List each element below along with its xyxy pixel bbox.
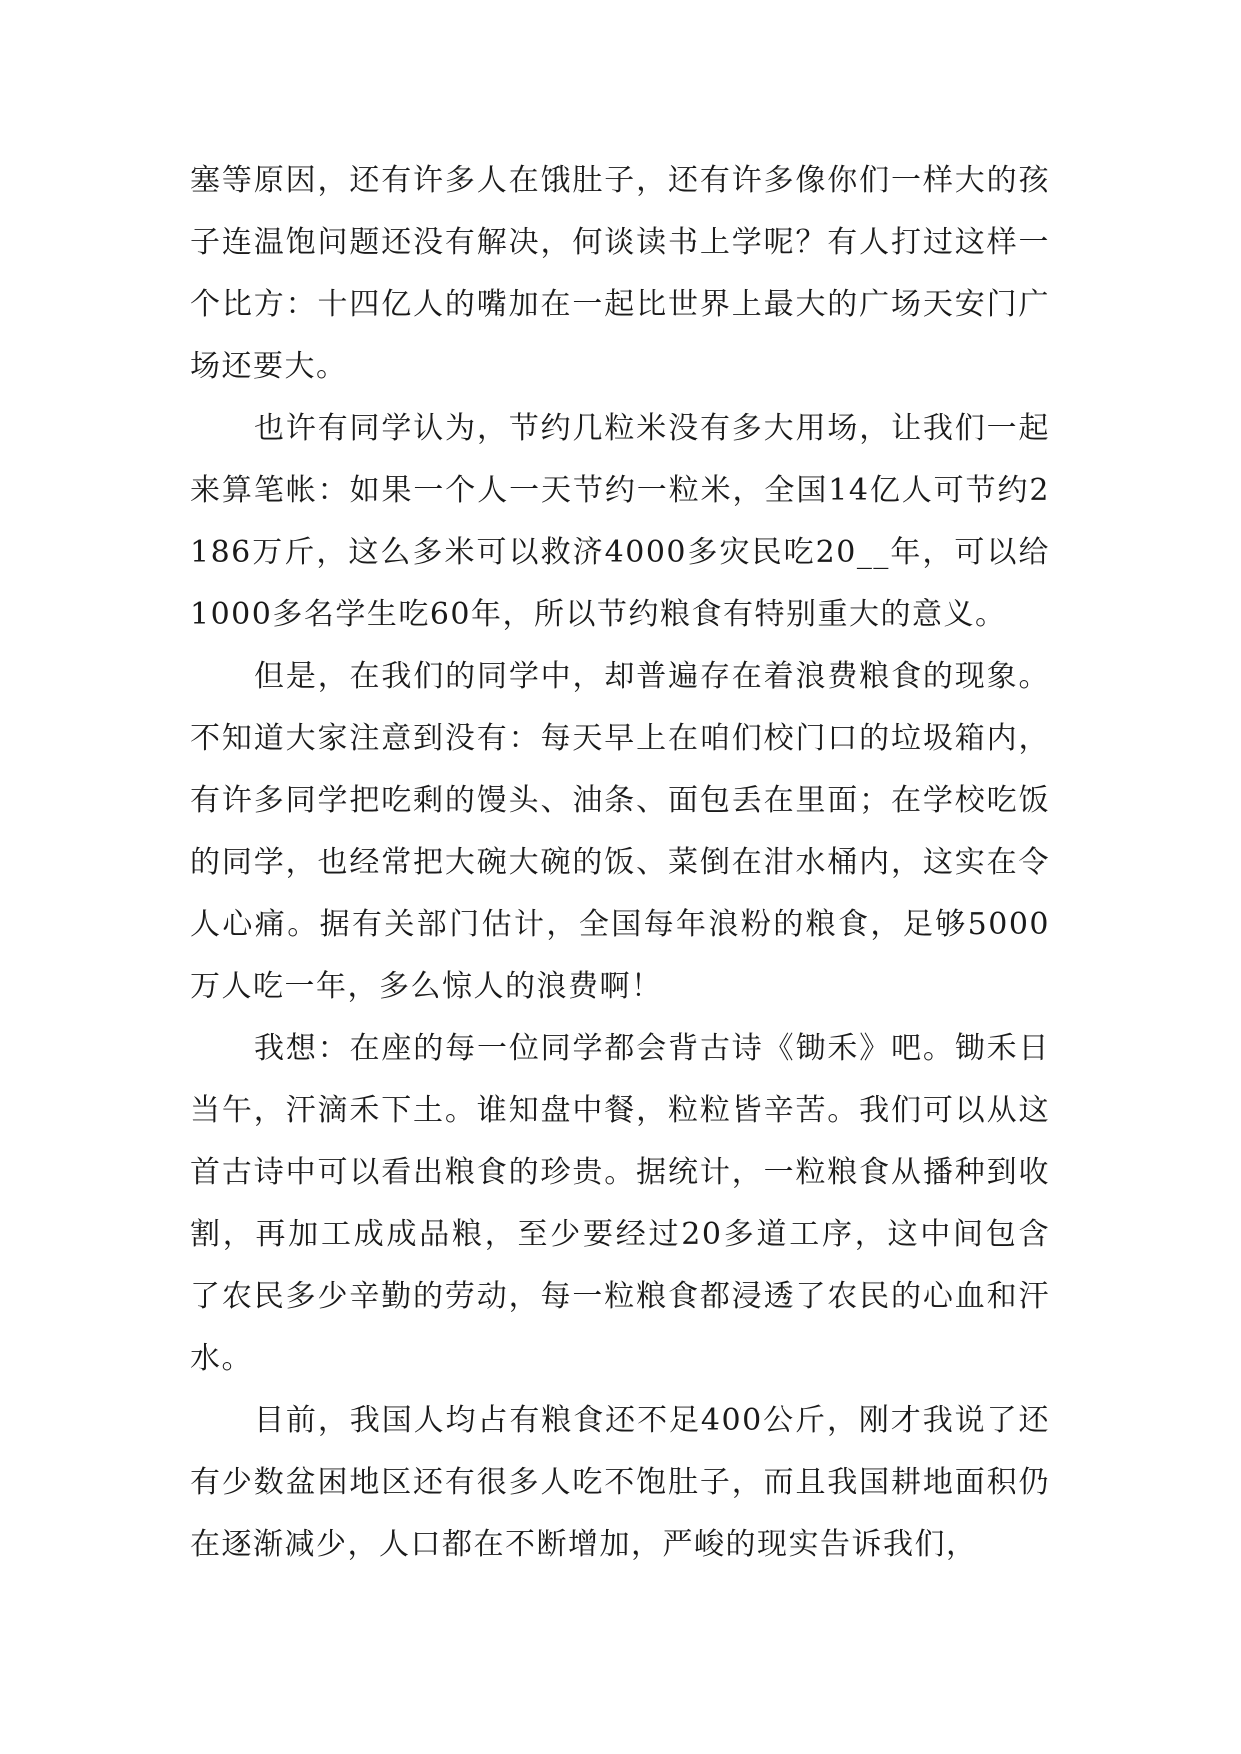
- paragraph-1: 塞等原因，还有许多人在饿肚子，还有许多像你们一样大的孩子连温饱问题还没有解决，何谈读书上学呢？有人打过这样一个比方：十四亿人的嘴加在一起比世界上最大的广场天安门广场还要大。: [190, 163, 1050, 384]
- paragraph-2: 也许有同学认为，节约几粒米没有多大用场，让我们一起来算笔帐：如果一个人一天节约一粒米，全国14亿人可节约2186万斤，这么多米可以救济4000多灾民吃20__年，可以给1000多名学生吃60年，所以节约粮食有特别重大的意义。: [190, 411, 1050, 632]
- paragraph-3: 但是，在我们的同学中，却普遍存在着浪费粮食的现象。不知道大家注意到没有：每天早上在咱们校门口的垃圾箱内，有许多同学把吃剩的馒头、油条、面包丢在里面；在学校吃饭的同学，也经常把大碗大碗的饭、菜倒在泔水桶内，这实在令人心痛。据有关部门估计，全国每年浪粉的粮食，足够5000万人吃一年，多么惊人的浪费啊！: [190, 659, 1050, 1004]
- document-body: [190, 150, 1050, 1576]
- paragraph-5: 目前，我国人均占有粮食还不足400公斤，刚才我说了还有少数盆困地区还有很多人吃不饱肚子，而且我国耕地面积仍在逐渐减少，人口都在不断增加，严峻的现实告诉我们，: [190, 1403, 1050, 1562]
- paragraph-4: 我想：在座的每一位同学都会背古诗《锄禾》吧。锄禾日当午，汗滴禾下土。谁知盘中餐，粒粒皆辛苦。我们可以从这首古诗中可以看出粮食的珍贵。据统计，一粒粮食从播种到收割，再加工成成品粮，至少要经过20多道工序，这中间包含了农民多少辛勤的劳动，每一粒粮食都浸透了农民的心血和汗水。: [190, 1031, 1050, 1376]
